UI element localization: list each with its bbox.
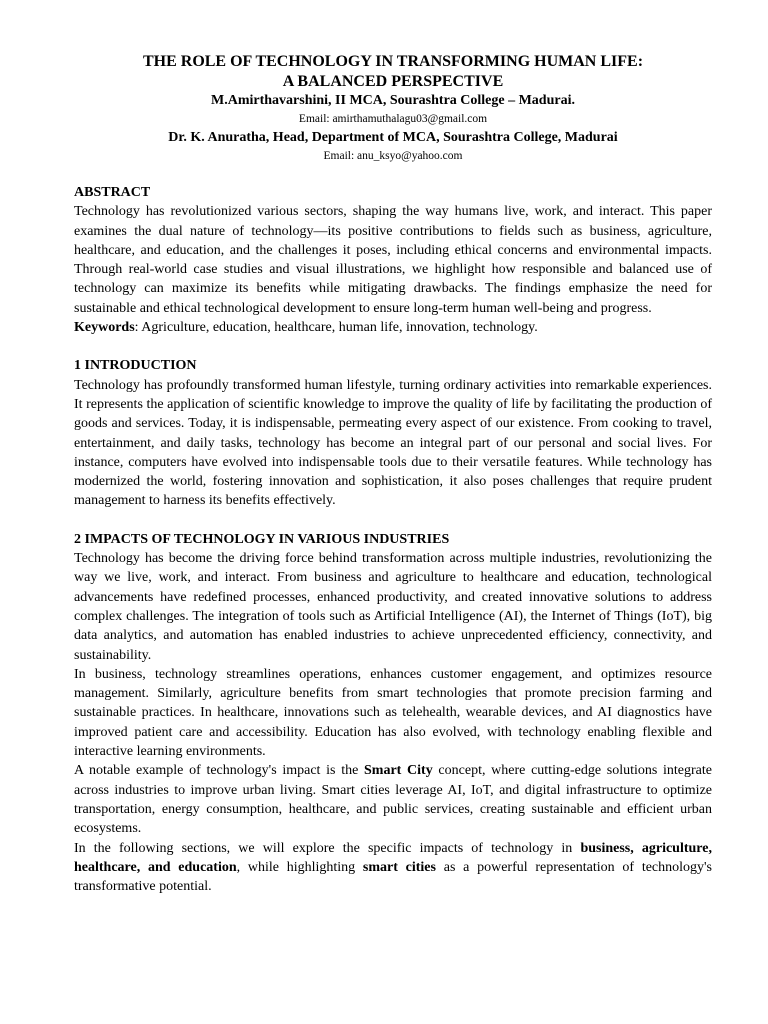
- smart-cities-term: smart cities: [362, 859, 436, 875]
- p3-text-a: A notable example of technology's impact is the: [74, 763, 365, 779]
- author-1-email: Email: amirthamuthalagu03@gmail.com: [298, 113, 488, 125]
- p4-text-e: as a powerful representation of technology's transformative potential.: [74, 859, 712, 895]
- title-line-1: THE ROLE OF TECHNOLOGY IN TRANSFORMING HUMAN LIFE:: [142, 53, 644, 70]
- author-2-email: Email: anu_ksyo@yahoo.com: [323, 150, 463, 162]
- p4-text-a: In the following sections, we will explore the specific impacts of technology in: [74, 840, 581, 856]
- author-2: Dr. K. Anuratha, Head, Department of MCA, Sourashtra College, Madurai: [168, 130, 618, 145]
- introduction-heading: 1 INTRODUCTION: [74, 358, 197, 374]
- section-2-paragraph-1: Technology has become the driving force behind transformation across multiple industries, revolutionizing the way we live, work, and interact. From business and agriculture to healthcare and education, technological advancements have redefined processes, enhanced productivity, and created innovative solutions to address complex challenges. The integration of tools such as Artificial Intelligence (AI), the Internet of Things (IoT), big data analytics, and automation has enabled industries to achieve unprecedented efficiency, connectivity, and sustainability.: [74, 551, 712, 663]
- paper-title: [74, 52, 712, 92]
- abstract-text: Technology has revolutionized various sectors, shaping the way humans live, work, and interact. This paper examines the dual nature of technology—its positive contributions to fields such as business, agriculture, healthcare, and education, and the challenges it poses, including ethical concerns and environmental impacts. Through real-world case studies and visual illustrations, we highlight how responsible and balanced use of technology can maximize its benefits while mitigating drawbacks. The findings emphasize the need for sustainable and ethical technological development to ensure long-term human well-being and progress.: [74, 204, 712, 316]
- section-2-heading: 2 IMPACTS OF TECHNOLOGY IN VARIOUS INDUSTRIES: [74, 531, 450, 547]
- abstract-heading: ABSTRACT: [74, 185, 151, 200]
- section-2-paragraph-2: In business, technology streamlines operations, enhances customer engagement, and optimizes resource management. Similarly, agriculture benefits from smart technologies that promote precision farming and sustainable practices. In healthcare, innovations such as telehealth, wearable devices, and AI diagnostics have improved patient care and accessibility. Education has also evolved, with technology enabling flexible and interactive learning environments.: [74, 666, 712, 760]
- introduction-text: Technology has profoundly transformed human lifestyle, turning ordinary activities into remarkable experiences. It represents the application of scientific knowledge to improve the quality of life by facilitating the production of goods and services. Today, it is indispensable, permeating every aspect of our existence. From cooking to travel, entertainment, and daily tasks, technology has become an integral part of our personal and social lives. For instance, computers have evolved into indispensable tools due to their versatile features. While technology has modernized the world, fostering innovation and sophistication, it also poses challenges that require prudent management to harness its benefits effectively.: [74, 377, 712, 509]
- keywords-label: Keywords: [74, 320, 135, 336]
- keywords-list: : Agriculture, education, healthcare, human life, innovation, technology.: [134, 320, 538, 336]
- p3-text-c: concept, where cutting-edge solutions integrate across industries to improve urban living. Smart cities leverage AI, IoT, and digital infrastructure to optimize transportation, energy consumption, healthcare, and public services, creating sustainable and efficient urban ecosystems.: [74, 763, 712, 837]
- p4-text-c: , while highlighting: [236, 859, 363, 875]
- sectors-term: business, agriculture, healthcare, and education: [74, 840, 712, 875]
- author-1: M.Amirthavarshini, II MCA, Sourashtra College – Madurai.: [211, 93, 575, 108]
- section-2-paragraph-3: [74, 761, 712, 838]
- title-line-2: A BALANCED PERSPECTIVE: [282, 73, 504, 90]
- smart-city-term: Smart City: [364, 763, 433, 779]
- section-2-paragraph-4: [74, 839, 712, 897]
- keywords-line: [74, 318, 712, 337]
